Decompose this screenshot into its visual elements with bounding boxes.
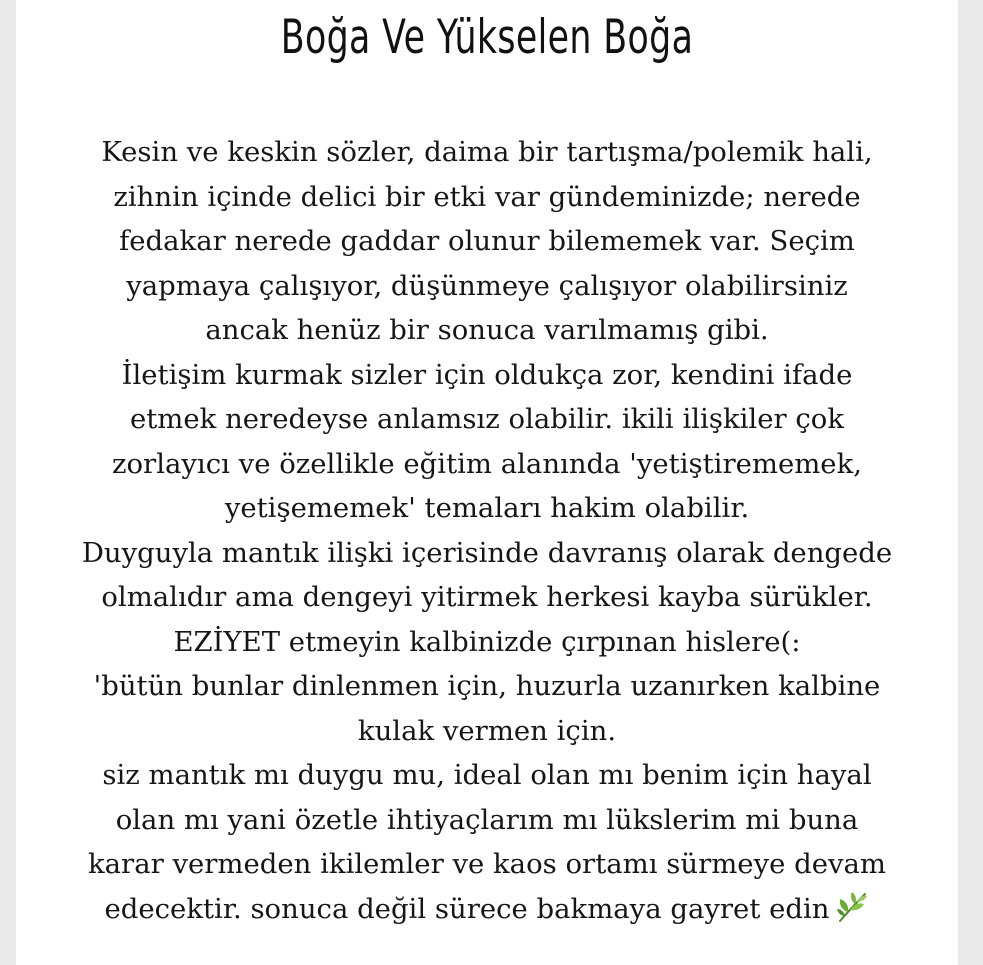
body-line-last [16,887,958,932]
post-body [16,130,958,931]
body-line: Duyguyla mantık ilişki içerisinde davranış olarak dengede [81,536,893,569]
body-line: zihnin içinde delici bir etki var gündeminizde; nerede [113,180,861,213]
body-line: etmek neredeyse anlamsız olabilir. ikili ilişkiler çok [129,403,844,435]
body-line-text: edecektir. sonuca değil sürece bakmaya gayret edin [104,892,830,925]
body-line: EZİYET etmeyin kalbinizde çırpınan hislere(: [173,625,801,658]
body-line: 'bütün bunlar dinlenmen için, huzurla uzanırken kalbine [93,670,881,702]
body-line: zorlayıcı ve özellikle eğitim alanında 'yetiştirememek, [112,447,862,480]
body-line: yetişememek' temaları hakim olabilir. [224,492,750,524]
herb-icon [836,890,870,924]
body-line: olmalıdır ama dengeyi yitirmek herkesi kayba sürükler. [101,581,873,613]
page-title: Boğa Ve Yükselen Boğa [280,10,694,65]
body-line: olan mı yani özetle ihtiyaçlarım mı lükslerim mi buna [115,803,859,836]
body-line: kulak vermen için. [357,714,617,747]
body-line: Kesin ve keskin sözler, daima bir tartışma/polemik hali, [101,136,873,168]
body-line: karar vermeden ikilemler ve kaos ortamı sürmeye devam [87,848,887,880]
post-page [16,0,958,965]
body-line: siz mantık mı duygu mu, ideal olan mı benim için hayal [102,759,872,791]
body-line: fedakar nerede gaddar olunur bilememek var. Seçim [119,225,855,257]
body-line: yapmaya çalışıyor, düşünmeye çalışıyor olabilirsiniz [126,269,848,302]
body-line: İletişim kurmak sizler için oldukça zor, kendini ifade [121,358,853,391]
body-line: ancak henüz bir sonuca varılmamış gibi. [205,314,769,346]
